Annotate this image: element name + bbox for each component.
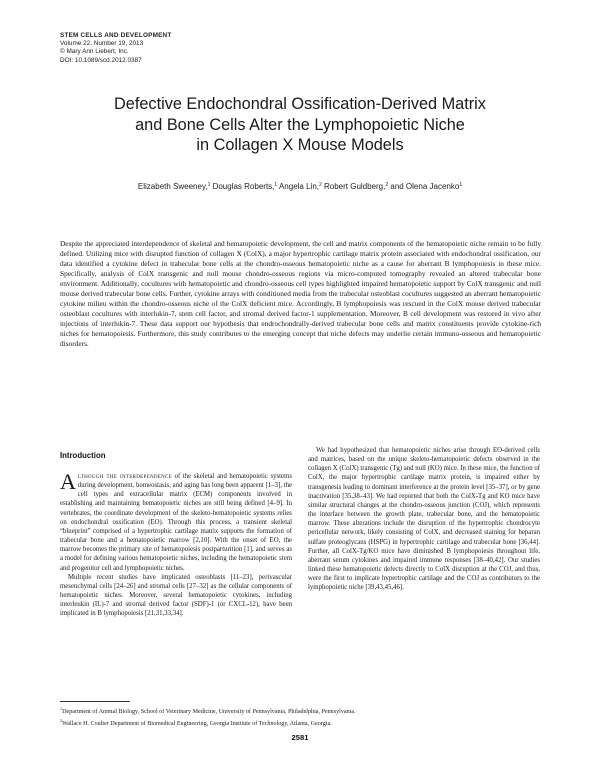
author-affiliation-mark: 1: [274, 182, 278, 188]
author-affiliation-mark: 1: [459, 182, 463, 188]
title-line-2: and Bone Cells Alter the Lymphopoietic Niche: [135, 115, 465, 134]
introduction-paragraph-1: [60, 469, 292, 573]
introduction-heading: Introduction: [60, 451, 106, 460]
paper-title: [60, 94, 540, 156]
journal-copyright: © Mary Ann Liebert, Inc.: [60, 48, 129, 56]
affiliation-footnotes: [60, 705, 540, 728]
footnote: [60, 717, 540, 729]
introduction-paragraph-3: We had hypothesized that hematopoietic niches arise through EO-derived cells and matrices, based on the unique skeleto-hematopoietic defects observed in the collagen X (ColX) transgenic (Tg) and null (KO) mice. In these mice, the function of ColX, the major hypertrophic cartilage matrix protein, is impaired either by transgenesis leading to dominant interference at the protein level [35–37], or by gene inactivation [35,38–43]. We had reported that both the ColX-Tg and KO mice have similar structural changes at the chondro-osseous junction (COJ), which represents the interface between the growth plate, trabecular bone, and the hematopoietic marrow. These alterations include the disruption of the hypertrophic chondrocyte pericellular network, likely consisting of ColX, and decreased staining for heparan sulfate proteoglycans (HSPG) in hypertrophic cartilage and trabecular bone [36,44]. Further, all ColX-Tg/KO mice have diminished B lymphopoiesis throughout life, aberrant serum cytokines and impaired immune responses [38–40,42]. Our studies linked these hematopoietic defects directly to ColX disruption at the COJ, and thus, were the first to implicate hypertrophic cartilage and the COJ as contributors to the lymphopoietic niche [39,43,45,46].: [308, 447, 540, 592]
small-caps-lead: lthough the interdependence: [77, 473, 173, 480]
title-line-1: Defective Endochondral Ossification-Derived Matrix: [114, 95, 486, 113]
author-list: [60, 182, 540, 191]
footnote: [60, 705, 540, 717]
left-column: [60, 451, 292, 619]
author-affiliation-mark: 1: [207, 182, 211, 188]
page-number: 2581: [291, 733, 309, 742]
journal-volume: Volume 22, Number 19, 2013: [60, 40, 144, 48]
journal-name: STEM CELLS AND DEVELOPMENT: [60, 32, 172, 39]
drop-cap: A: [60, 469, 76, 494]
author-name: Robert Guldberg,: [321, 182, 386, 191]
footnote-mark: 1: [60, 706, 63, 711]
author-name: Douglas Roberts,: [210, 182, 275, 191]
journal-header: [60, 32, 320, 65]
footnote-text: Department of Animal Biology, School of Veterinary Medicine, University of Pennsylvania, Philadelphia, Pennsylvania.: [62, 709, 356, 715]
author-affiliation-mark: 2: [385, 182, 389, 188]
right-column: [308, 446, 540, 593]
journal-doi: DOI: 10.1089/scd.2012.0387: [60, 56, 142, 64]
paragraph-text: of the skeletal and hematopoietic systems during development, homeostasis, and aging has long been apparent [1–3], the cell types and extracellular matrix (ECM) components involved in establishing and maintaining hematopoietic niches are still being defined [4–9]. In vertebrates, the coordinate development of the skeleto-hematopoietic systems relies on endochondral ossification (EO). Through this process, a transient skeletal “blueprint” comprised of a hypertrophic cartilage matrix supports the formation of trabecular bone and a hematopoietic marrow [2,10]. With the onset of EO, the marrow becomes the primary site of hematopoiesis postparturition [1], and serves as a model for defining various hematopoietic niches, including the hematopoietic stem and progenitor cell and lymphopoietic niches.: [60, 473, 292, 572]
author-name: and Olena Jacenko: [388, 182, 460, 191]
author-affiliation-mark: 2: [318, 182, 322, 188]
footnote-mark: 2: [60, 717, 63, 723]
footnote-divider: [60, 701, 130, 702]
introduction-paragraph-2: Multiple recent studies have implicated osteoblasts [11–23], perivascular mesenchymal cells [24–26] and stromal cells [27–32] as the cellular components of hematopoietic niches. Moreover, several hematopoietic cytokines, including interleukin (IL)-7 and stromal derived factor (SDF)-1 (or CXCL-12), have been implicated in B lymphopoiesis [21,31,33,34].: [60, 573, 292, 618]
abstract: Despite the appreciated interdependence of skeletal and hematopoietic development, the cell and matrix components of the hematopoietic niche remain to be fully defined. Utilizing mice with disrupted function of collagen X (ColX), a major hypertrophic cartilage matrix protein associated with endochondral ossification, our data identified a cytokine defect in trabecular bone cells at the chondro-osseous hematopoietic niche as a cause for aberrant B lymphopoiesis in these mice. Specifically, analysis of ColX transgenic and null mouse chondro-osseous regions via micro-computed tomography revealed an altered trabecular bone environment. Additionally, cocultures with hematopoietic and chondro-osseous cell types highlighted impaired hematopoietic support by ColX transgenic and null mouse derived trabecular bone cells. Further, cytokine arrays with conditioned media from the trabecular osteoblast cocultures suggested an aberrant hematopoietic cytokine milieu within the chondro-osseous niche of the ColX deficient mice. Accordingly, B lymphopoiesis was rescued in the ColX mouse derived trabecular osteoblast cocultures with interlukin-7, stem cell factor, and stromal derived factor-1 supplementation. Moreover, B cell development was restored in vivo after injections of interlukin-7. These data support our hypothesis that endrochondrally-derived trabecular bone cells and matrix constituents provide cytokine-rich niches for hematopoiesis. Furthermore, this study contributes to the emerging concept that niche defects may underlie certain immuno-osseous and hematopoietic disorders.: [60, 239, 541, 349]
author-name: Elizabeth Sweeney,: [137, 182, 208, 191]
author-name: Angela Lin,: [277, 182, 319, 191]
footnote-text: Wallace H. Coulter Department of Biomedical Engineering, Georgia Institute of Technology, Atlanta, Georgia.: [62, 720, 332, 727]
title-line-3: in Collagen X Mouse Models: [196, 136, 404, 154]
